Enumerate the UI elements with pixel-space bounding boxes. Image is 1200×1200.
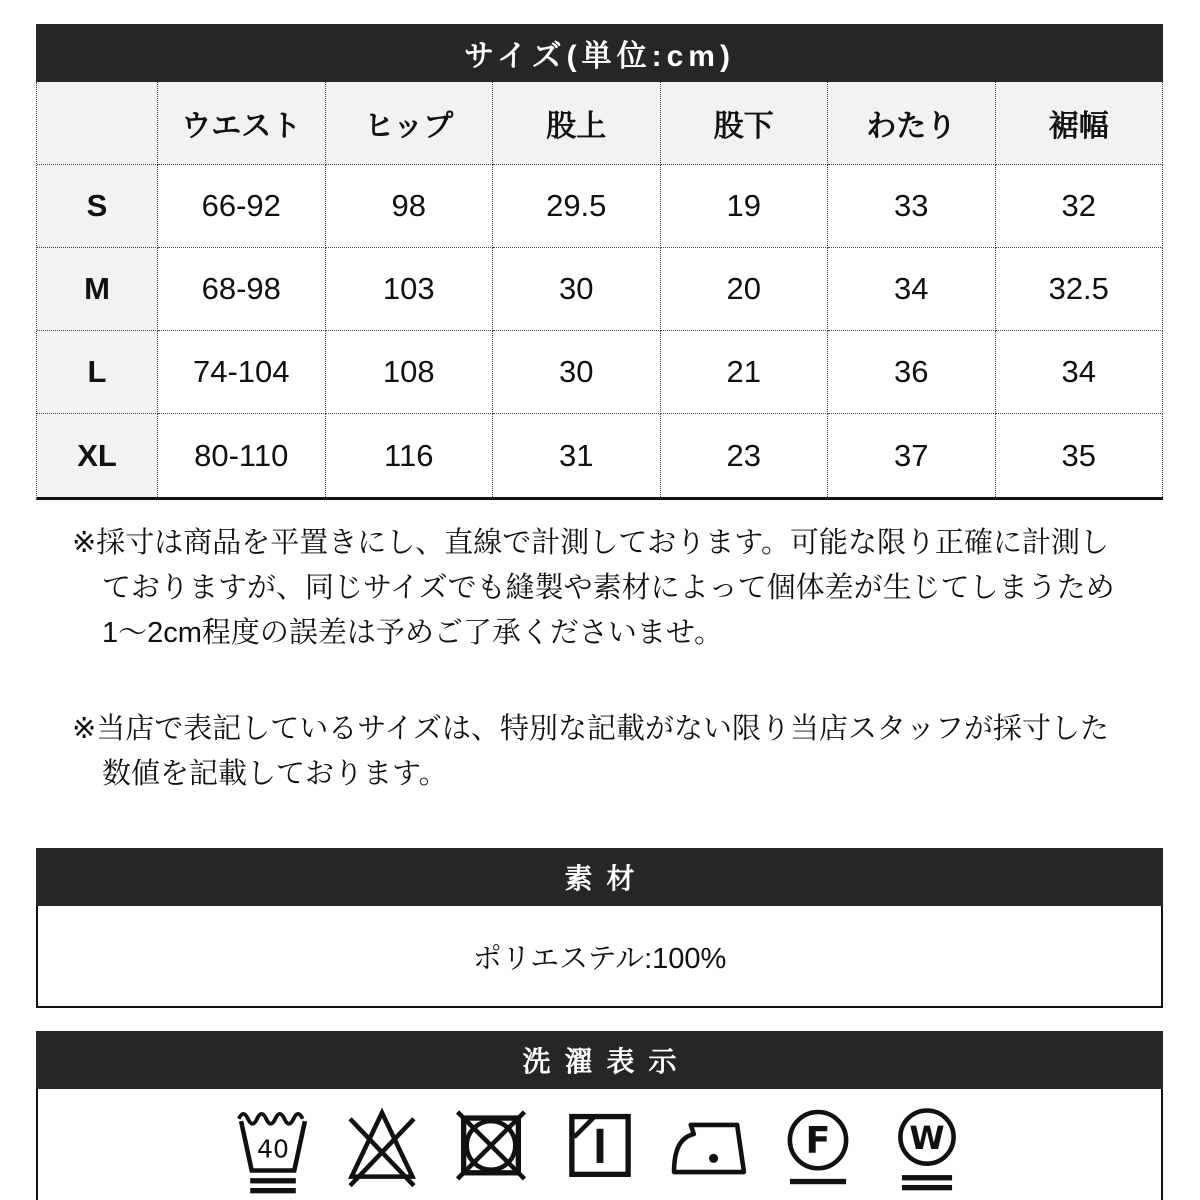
value-s-hip: 98 xyxy=(326,165,494,248)
note-line: ※当店で表記しているサイズは、特別な記載がない限り当店スタッフが採寸した xyxy=(72,713,1109,745)
value-l-thigh: 36 xyxy=(828,331,996,414)
care-symbols-row xyxy=(36,1089,1163,1200)
value-m-waist: 68-98 xyxy=(158,248,326,331)
note-line: ておりますが、同じサイズでも縫製や素材によって個体差が生じてしまうため xyxy=(102,572,1115,604)
value-m-hip: 103 xyxy=(326,248,494,331)
column-header-rise: 股上 xyxy=(493,82,661,165)
size-label-s: S xyxy=(37,165,158,248)
svg-text:F: F xyxy=(805,1119,830,1163)
material-title: 素材 xyxy=(564,863,649,894)
do-not-tumble-dry-icon xyxy=(453,1102,529,1198)
value-s-thigh: 33 xyxy=(828,165,996,248)
value-l-hem: 34 xyxy=(996,331,1164,414)
value-m-thigh: 34 xyxy=(828,248,996,331)
corner-cell xyxy=(37,82,158,165)
column-header-inseam: 股下 xyxy=(661,82,829,165)
column-header-thigh: わたり xyxy=(828,82,996,165)
notes-block xyxy=(36,500,1163,797)
value-m-hem: 32.5 xyxy=(996,248,1164,331)
care-title-bar xyxy=(36,1031,1163,1089)
value-s-inseam: 19 xyxy=(661,165,829,248)
note-line: 数値を記載しております。 xyxy=(102,758,448,790)
material-title-bar xyxy=(36,848,1163,906)
material-section xyxy=(36,848,1163,1008)
value-s-waist: 66-92 xyxy=(158,165,326,248)
value-l-waist: 74-104 xyxy=(158,331,326,414)
size-label-xl: XL xyxy=(37,414,158,497)
value-m-rise: 30 xyxy=(493,248,661,331)
size-label-m: M xyxy=(37,248,158,331)
wet-clean-w-icon xyxy=(889,1102,965,1198)
value-xl-hip: 116 xyxy=(326,414,494,497)
line-dry-in-shade-icon xyxy=(562,1102,638,1198)
care-section xyxy=(36,1031,1163,1200)
dry-clean-f-icon xyxy=(780,1102,856,1198)
value-xl-waist: 80-110 xyxy=(158,414,326,497)
value-l-inseam: 21 xyxy=(661,331,829,414)
value-xl-rise: 31 xyxy=(493,414,661,497)
value-xl-inseam: 23 xyxy=(661,414,829,497)
measurement-note xyxy=(72,521,1163,656)
value-s-hem: 32 xyxy=(996,165,1164,248)
note-line: ※採寸は商品を平置きにし、直線で計測しております。可能な限り正確に計測し xyxy=(72,527,1109,559)
value-l-rise: 30 xyxy=(493,331,661,414)
wash-40-icon xyxy=(235,1102,311,1198)
size-label-l: L xyxy=(37,331,158,414)
size-table xyxy=(36,82,1163,500)
material-content-box xyxy=(36,906,1163,1008)
svg-text:40: 40 xyxy=(256,1134,289,1164)
value-m-inseam: 20 xyxy=(661,248,829,331)
store-size-note xyxy=(72,707,1163,797)
material-content: ポリエステル:100% xyxy=(472,942,727,975)
column-header-hip: ヒップ xyxy=(326,82,494,165)
svg-text:W: W xyxy=(908,1119,945,1158)
column-header-waist: ウエスト xyxy=(158,82,326,165)
note-line: 1〜2cm程度の誤差は予めご了承くださいませ。 xyxy=(102,617,724,649)
value-l-hip: 108 xyxy=(326,331,494,414)
value-xl-hem: 35 xyxy=(996,414,1164,497)
value-s-rise: 29.5 xyxy=(493,165,661,248)
value-xl-thigh: 37 xyxy=(828,414,996,497)
size-section-title: サイズ(単位:cm) xyxy=(464,40,735,73)
size-section-title-bar xyxy=(36,24,1163,82)
care-title: 洗濯表示 xyxy=(522,1046,691,1077)
do-not-bleach-icon xyxy=(344,1102,420,1198)
iron-low-heat-icon xyxy=(671,1102,747,1198)
column-header-hem: 裾幅 xyxy=(996,82,1164,165)
